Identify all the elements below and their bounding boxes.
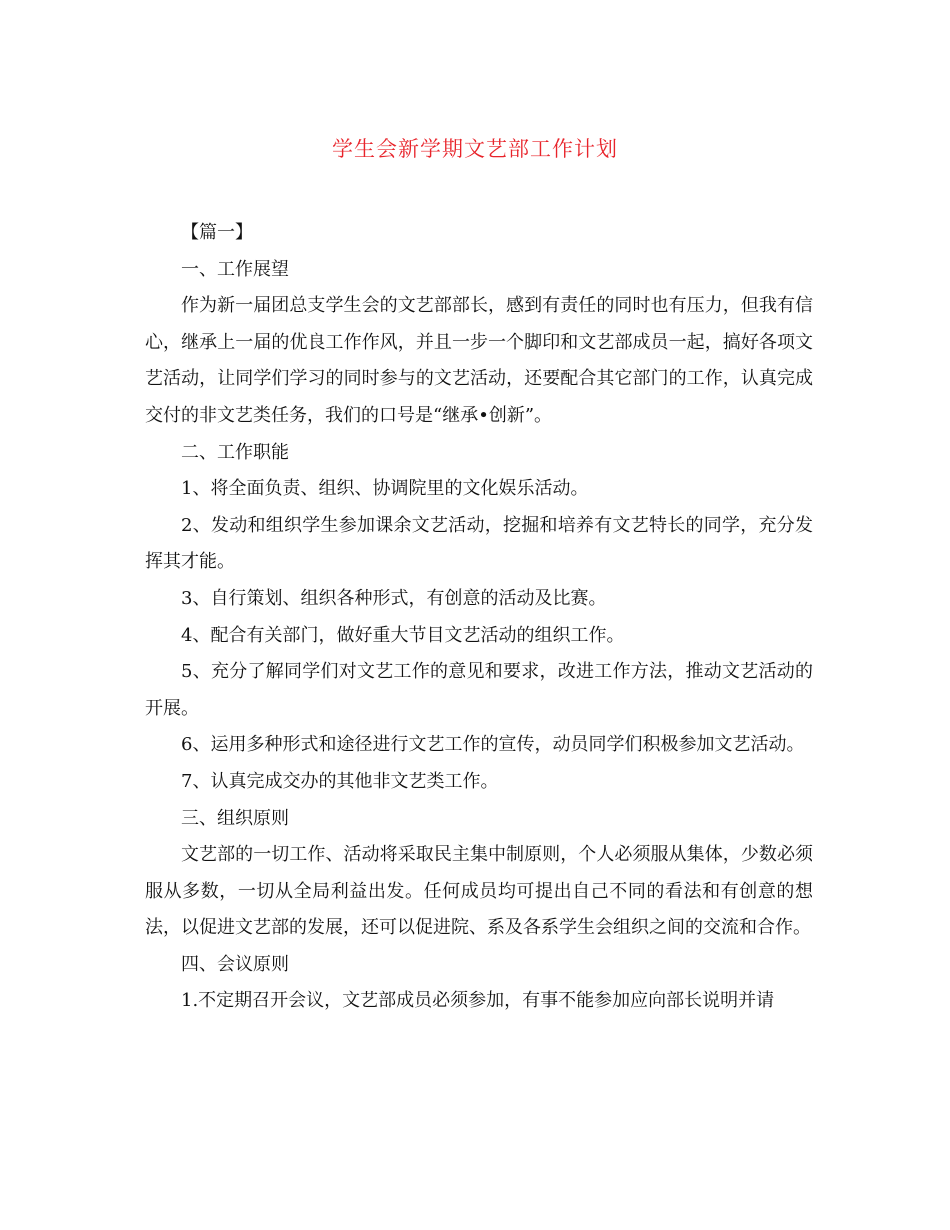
paragraph: 文艺部的一切工作、活动将采取民主集中制原则，个人必须服从集体，少数必须服从多数，一切从全局利益出发。任何成员均可提出自己不同的看法和有创意的想法，以促进文艺部的发展，还可以促进院、系及各系学生会组织之间的交流和合作。 <box>145 844 813 939</box>
document-title: 学生会新学期文艺部工作计划 <box>332 137 618 161</box>
list-item: 6、运用多种形式和途径进行文艺工作的宣传，动员同学们积极参加文艺活动。 <box>181 734 805 756</box>
list-item: 4、配合有关部门，做好重大节目文艺活动的组织工作。 <box>181 624 625 646</box>
list-item: 1、将全面负责、组织、协调院里的文化娱乐活动。 <box>181 478 589 500</box>
list-item: 7、认真完成交办的其他非文艺类工作。 <box>181 770 499 792</box>
section-marker: 【篇一】 <box>181 222 253 243</box>
paragraph: 作为新一届团总支学生会的文艺部部长，感到有责任的同时也有压力，但我有信心，继承上一届的优良工作作风，并且一步一个脚印和文艺部成员一起，搞好各项文艺活动，让同学们学习的同时参与的文艺活动，还要配合其它部门的工作，认真完成交付的非文艺类任务，我们的口号是“继承•创新”。 <box>145 295 813 426</box>
section-heading: 四、会议原则 <box>181 953 289 975</box>
document-body <box>145 215 813 1020</box>
section-heading: 三、组织原则 <box>181 807 289 829</box>
section-heading: 二、工作职能 <box>181 441 289 463</box>
section-heading: 一、工作展望 <box>181 258 289 280</box>
list-item: 1.不定期召开会议，文艺部成员必须参加，有事不能参加应向部长说明并请 <box>181 990 775 1012</box>
list-item: 5、充分了解同学们对文艺工作的意见和要求，改进工作方法，推动文艺活动的开展。 <box>145 661 813 719</box>
list-item: 2、发动和组织学生参加课余文艺活动，挖掘和培养有文艺特长的同学，充分发挥其才能。 <box>145 514 813 573</box>
list-item: 3、自行策划、组织各种形式，有创意的活动及比赛。 <box>181 587 607 609</box>
